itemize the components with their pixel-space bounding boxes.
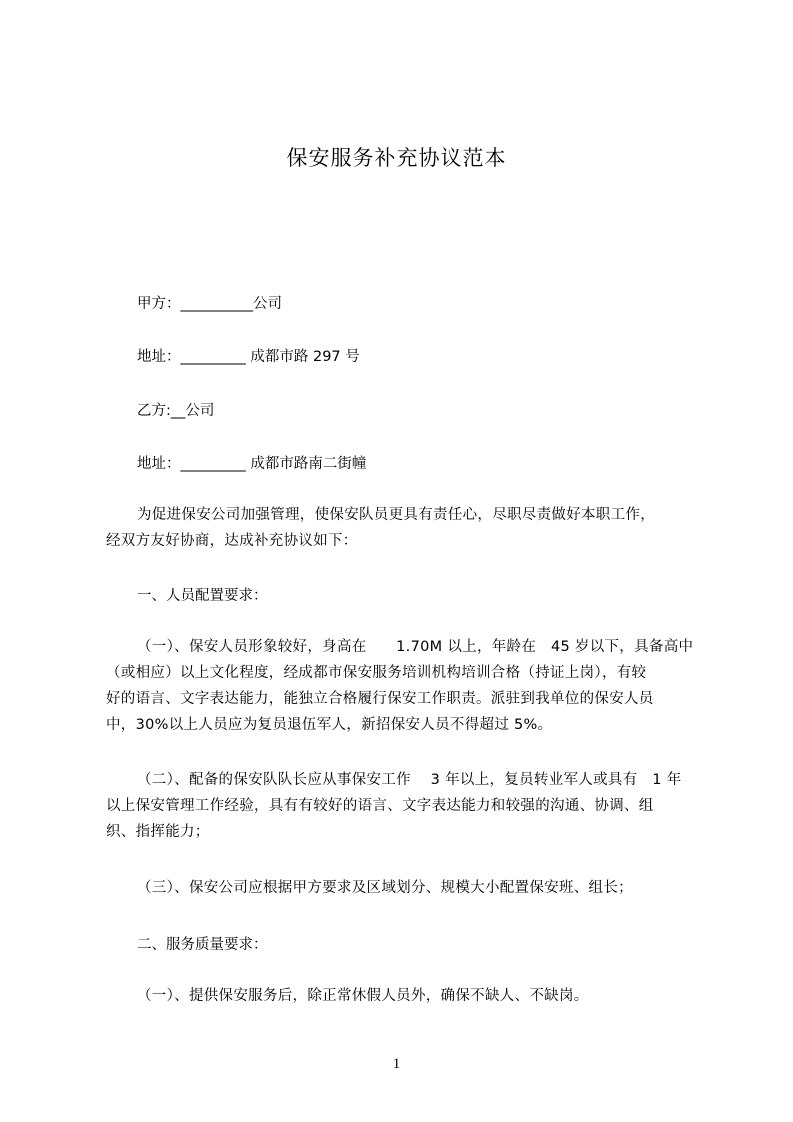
paragraph-line: 以上保安管理工作经验，具有有较好的语言、文字表达能力和较强的沟通、协调、组 — [106, 798, 654, 814]
section-2-item-1 — [106, 983, 706, 1009]
section-1-item-1 — [106, 634, 706, 738]
paragraph-line: 织、指挥能力； — [106, 824, 210, 840]
section-1-item-3 — [106, 875, 706, 901]
section-1-item-2 — [106, 767, 706, 845]
section-1-heading: 一、人员配置要求： — [137, 588, 268, 604]
party-b-address: 地址：_________ 成都市路南二街幢 — [137, 456, 367, 472]
page-number: 1 — [392, 1056, 401, 1072]
section-2-heading: 二、服务质量要求： — [137, 937, 268, 953]
intro-line: 经双方友好协商，达成补充协议如下： — [106, 533, 358, 549]
document-title: 保安服务补充协议范本 — [286, 146, 507, 170]
paragraph-line: （或相应）以上文化程度，经成都市保安服务培训机构培训合格（持证上岗），有较 — [106, 665, 647, 681]
party-a-address: 地址：_________ 成都市路 297 号 — [137, 349, 360, 365]
paragraph-line: 好的语言、文字表达能力，能独立合格履行保安工作职责。派驻到我单位的保安人员 — [106, 691, 654, 707]
paragraph-line: （一）、保安人员形象较好，身高在 1.70M 以上，年龄在 45 岁以下，具备高中 — [137, 639, 694, 655]
party-a-name: 甲方：__________公司 — [137, 296, 282, 312]
intro-paragraph — [106, 502, 706, 554]
paragraph-line: （二）、配备的保安队队长应从事保安工作 3 年以上，复员转业军人或具有 1 年 — [137, 772, 682, 788]
intro-line: 为促进保安公司加强管理，使保安队员更具有责任心，尽职尽责做好本职工作， — [137, 507, 655, 523]
paragraph-line: （三）、保安公司应根据甲方要求及区域划分、规模大小配置保安班、组长； — [137, 880, 633, 896]
paragraph-line: 中，30%以上人员应为复员退伍军人，新招保安人员不得超过 5%。 — [106, 717, 553, 733]
paragraph-line: （一）、提供保安服务后，除正常休假人员外，确保不缺人、不缺岗。 — [137, 988, 589, 1004]
party-b-name: 乙方:__公司 — [137, 403, 215, 419]
